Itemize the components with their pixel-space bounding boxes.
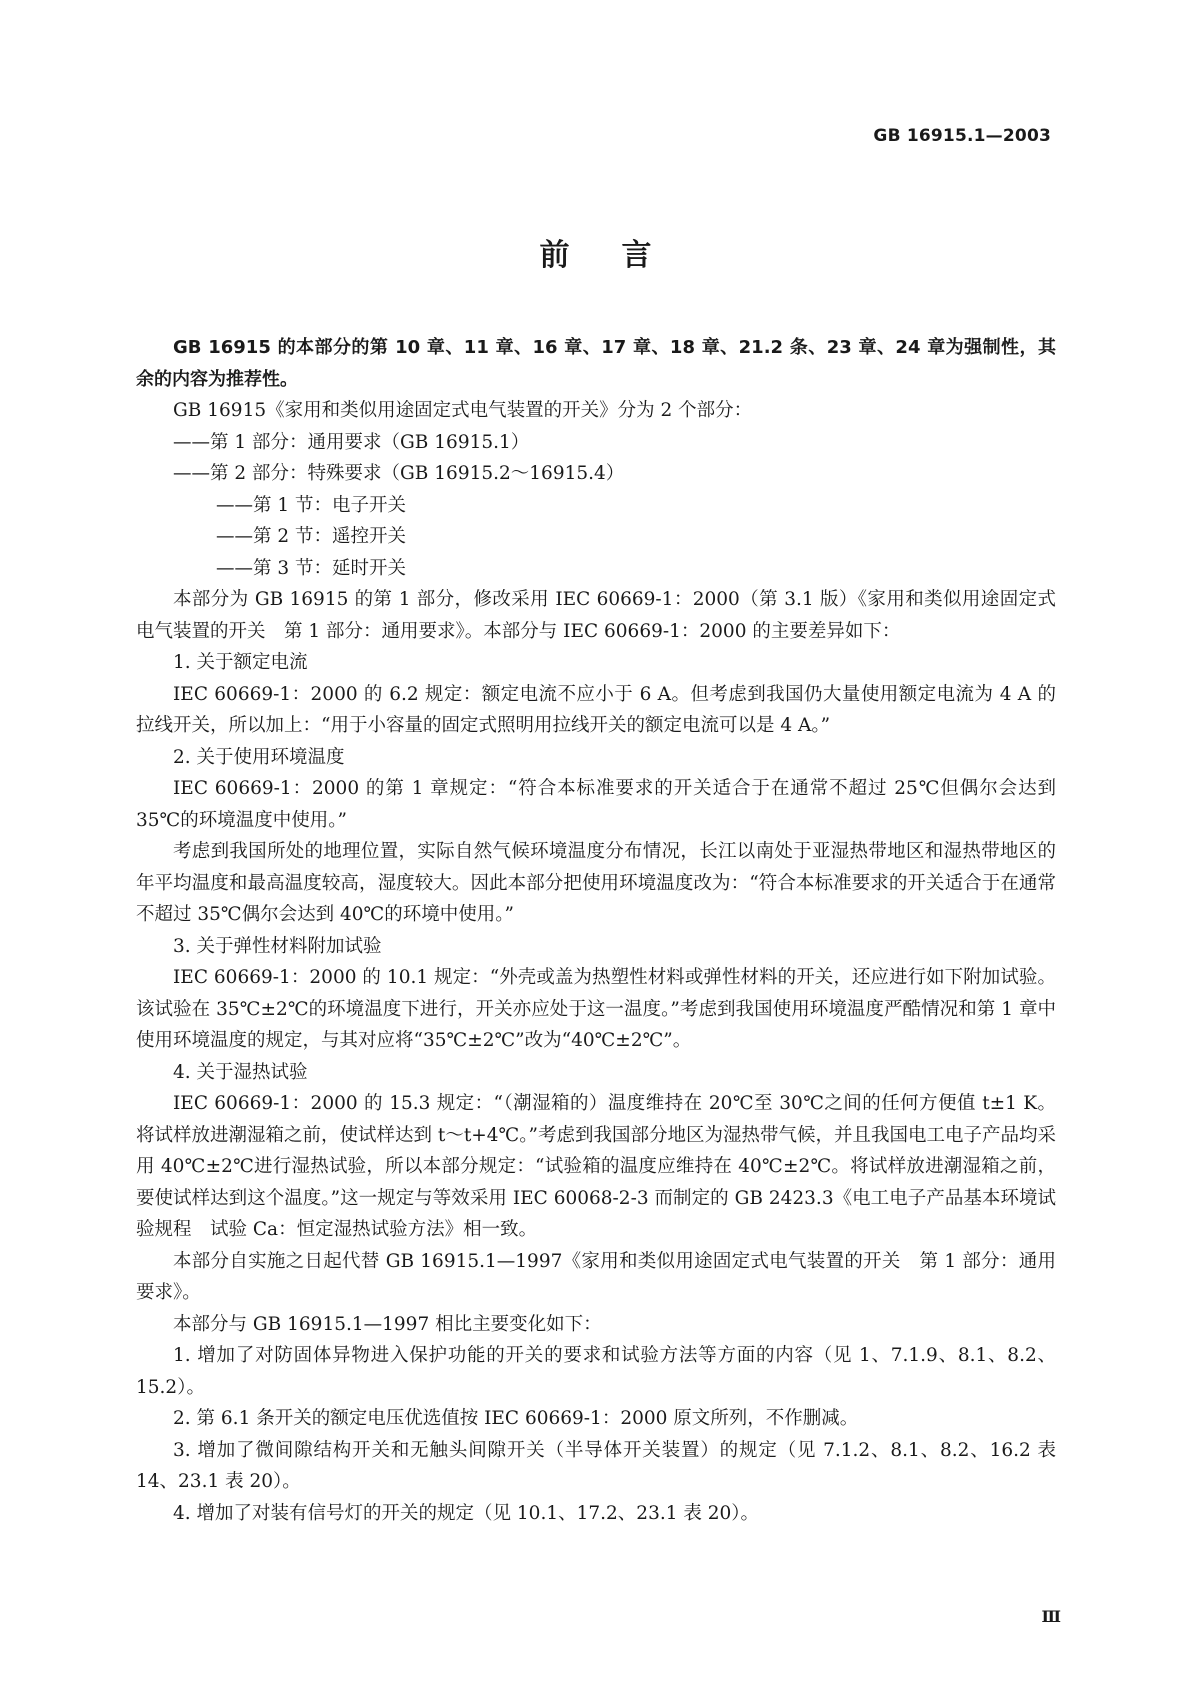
paragraph: 本部分与 GB 16915.1—1997 相比主要变化如下： bbox=[173, 1313, 602, 1335]
paragraph: IEC 60669-1：2000 的 10.1 规定：“外壳或盖为热塑性材料或弹性材料的开关，还应进行如下附加试验。该试验在 35℃±2℃的环境温度下进行，开关亦应处于这一温度。”考虑到我国使用环境温度严酷情况和第 1 章中使用环境温度的规定，与其对应将“35℃±2℃”改为“40℃±2℃”。 bbox=[136, 967, 1056, 1051]
sub-list-item: ——第 2 节：遥控开关 bbox=[216, 526, 407, 547]
page-title: 前言 bbox=[539, 238, 704, 273]
foreword-body bbox=[136, 332, 1056, 1529]
sub-list-item: ——第 3 节：延时开关 bbox=[216, 557, 407, 579]
sub-list-item: ——第 1 节：电子开关 bbox=[216, 494, 407, 516]
section-heading: 4. 关于湿热试验 bbox=[173, 1061, 308, 1083]
standard-code: GB 16915.1—2003 bbox=[873, 126, 1051, 146]
mandatory-statement: GB 16915 的本部分的第 10 章、11 章、16 章、17 章、18 章、21.2 条、23 章、24 章为强制性，其余的内容为推荐性。 bbox=[136, 337, 1056, 390]
change-item: 2. 第 6.1 条开关的额定电压优选值按 IEC 60669-1：2000 原文所列，不作删减。 bbox=[173, 1408, 859, 1429]
paragraph: 本部分自实施之日起代替 GB 16915.1—1997《家用和类似用途固定式电气装置的开关 第 1 部分：通用要求》。 bbox=[136, 1250, 1056, 1303]
change-item: 1. 增加了对防固体异物进入保护功能的开关的要求和试验方法等方面的内容（见 1、7.1.9、8.1、8.2、15.2）。 bbox=[136, 1345, 1056, 1398]
paragraph: GB 16915《家用和类似用途固定式电气装置的开关》分为 2 个部分： bbox=[173, 400, 753, 421]
list-item: ——第 1 部分：通用要求（GB 16915.1） bbox=[173, 431, 530, 453]
paragraph: 考虑到我国所处的地理位置，实际自然气候环境温度分布情况，长江以南处于亚湿热带地区和湿热带地区的年平均温度和最高温度较高，湿度较大。因此本部分把使用环境温度改为：“符合本标准要求的开关适合于在通常不超过 35℃偶尔会达到 40℃的环境中使用。” bbox=[136, 841, 1056, 925]
paragraph: IEC 60669-1：2000 的第 1 章规定：“符合本标准要求的开关适合于在通常不超过 25℃但偶尔会达到 35℃的环境温度中使用。” bbox=[136, 778, 1056, 831]
section-heading: 1. 关于额定电流 bbox=[173, 652, 308, 673]
section-heading: 3. 关于弹性材料附加试验 bbox=[173, 935, 382, 957]
paragraph: IEC 60669-1：2000 的 6.2 规定：额定电流不应小于 6 A。但考虑到我国仍大量使用额定电流为 4 A 的拉线开关，所以加上：“用于小容量的固定式照明用拉线开关的额定电流可以是 4 A。” bbox=[136, 683, 1056, 736]
list-item: ——第 2 部分：特殊要求（GB 16915.2～16915.4） bbox=[173, 463, 625, 484]
paragraph: IEC 60669-1：2000 的 15.3 规定：“（潮湿箱的）温度维持在 20℃至 30℃之间的任何方便值 t±1 K。将试样放进潮湿箱之前，使试样达到 t～t+4℃。”考虑到我国部分地区为湿热带气候，并且我国电工电子产品均采用 40℃±2℃进行湿热试验，所以本部分规定：“试验箱的温度应维持在 40℃±2℃。将试样放进潮湿箱之前，要使试样达到这个温度。”这一规定与等效采用 IEC 60068-2-3 而制定的 GB 2423.3《电工电子产品基本环境试验规程 试验 Ca：恒定湿热试验方法》相一致。 bbox=[136, 1093, 1056, 1240]
change-item: 4. 增加了对装有信号灯的开关的规定（见 10.1、17.2、23.1 表 20）。 bbox=[173, 1502, 760, 1524]
paragraph: 本部分为 GB 16915 的第 1 部分，修改采用 IEC 60669-1：2000（第 3.1 版）《家用和类似用途固定式电气装置的开关 第 1 部分：通用要求》。本部分与 IEC 60669-1：2000 的主要差异如下： bbox=[136, 589, 1056, 642]
change-item: 3. 增加了微间隙结构开关和无触头间隙开关（半导体开关装置）的规定（见 7.1.2、8.1、8.2、16.2 表 14、23.1 表 20）。 bbox=[136, 1439, 1056, 1492]
section-heading: 2. 关于使用环境温度 bbox=[173, 746, 345, 768]
page-number: Ⅲ bbox=[1041, 1607, 1061, 1626]
